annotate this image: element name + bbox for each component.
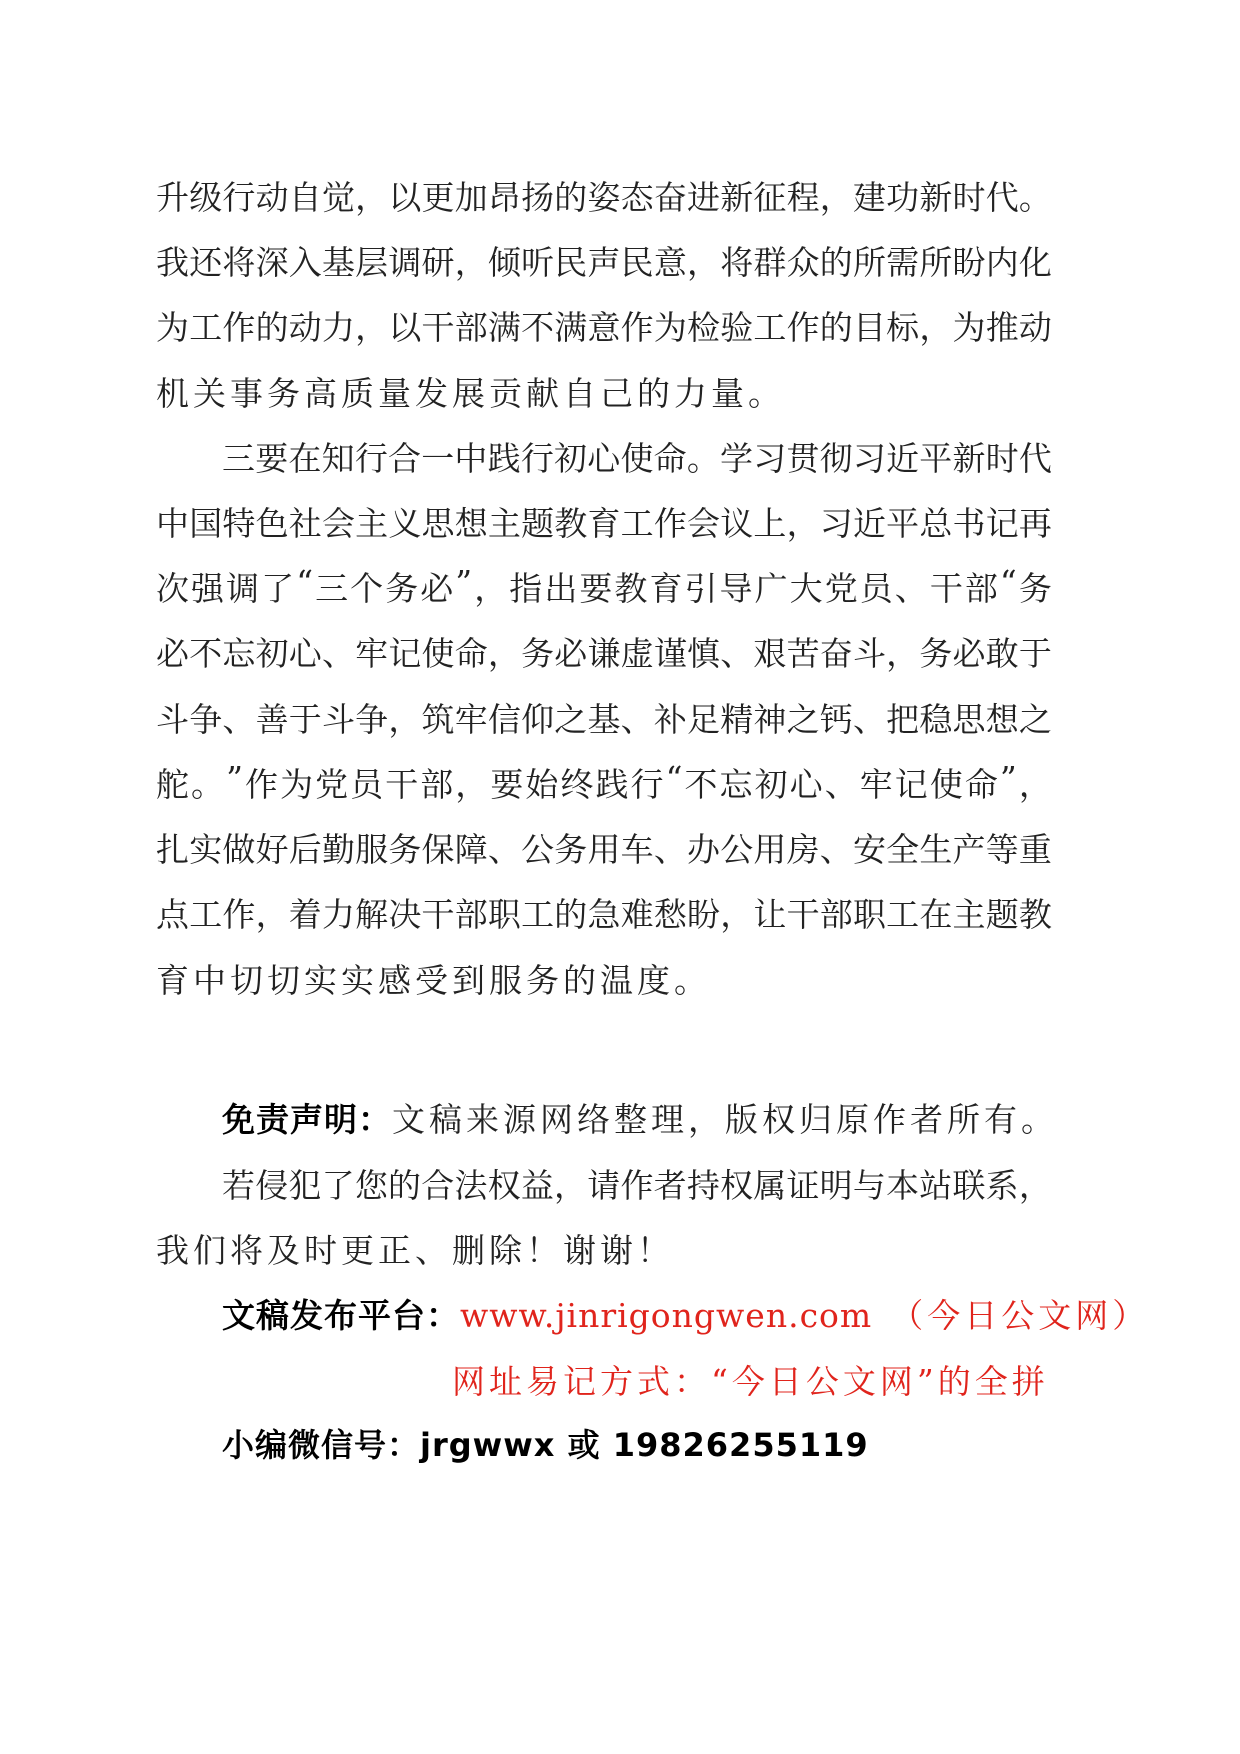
paragraph-line: 斗 争 、 善 于 斗 争 ， 筑 牢 信 仰 之 基 、 补 足 精 神 之 钙 、 把 稳 思 想 之 <box>156 700 1052 739</box>
paragraph-line: 我 还 将 深 入 基 层 调 研 ， 倾 听 民 声 民 意 ， 将 群 众 的 所 需 所 盼 内 化 <box>156 243 1052 282</box>
paragraph-line: 必 不 忘 初 心 、 牢 记 使 命 ， 务 必 谦 虚 谨 慎 、 艰 苦 奋 斗 ， 务 必 敢 于 <box>156 634 1052 673</box>
paragraph-line: 三 要 在 知 行 合 一 中 践 行 初 心 使 命 。 学 习 贯 彻 习 近 平 新 时 代 <box>222 439 1052 478</box>
paragraph-line: 次 强 调 了 “ 三 个 务 必 ” ， 指 出 要 教 育 引 导 广 大 党 员 、 干 部 “ 务 <box>156 563 1052 608</box>
disclaimer-text: 文稿来源网络整理，版权归原作者所有。 <box>392 1100 1058 1139</box>
platform-label: 文稿发布平台： <box>222 1296 460 1335</box>
paragraph-line: 为 工 作 的 动 力 ， 以 干 部 满 不 满 意 作 为 检 验 工 作 的 目 标 ， 为 推 动 <box>156 308 1052 347</box>
disclaimer-line <box>222 1094 1058 1141</box>
paragraph-line: 点 工 作 ， 着 力 解 决 干 部 职 工 的 急 难 愁 盼 ， 让 干 部 职 工 在 主 题 教 <box>156 895 1052 934</box>
paragraph-line: 机关事务高质量发展贡献自己的力量。 <box>156 374 785 413</box>
wechat-value: jrgwwx 或 19826255119 <box>420 1426 869 1464</box>
platform-url-link[interactable]: www.jinrigongwen.com <box>460 1296 873 1335</box>
paragraph-line: 扎 实 做 好 后 勤 服 务 保 障 、 公 务 用 车 、 办 公 用 房 、 安 全 生 产 等 重 <box>156 830 1052 869</box>
disclaimer-line-2: 若 侵 犯 了 您 的 合 法 权 益 ， 请 作 者 持 权 属 证 明 与 本 站 联 系 ， <box>222 1166 1052 1205</box>
disclaimer-label: 免责声明： <box>222 1100 392 1139</box>
wechat-label: 小编微信号： <box>222 1426 421 1464</box>
paragraph-line: 舵 。 ” 作 为 党 员 干 部 ， 要 始 终 践 行 “ 不 忘 初 心 、 牢 记 使 命 ” ， <box>156 759 1052 804</box>
platform-memo: 网址易记方式：“今日公文网”的全拼 <box>452 1362 1049 1401</box>
platform-line <box>222 1290 1149 1337</box>
disclaimer-line-3: 我们将及时更正、删除！谢谢！ <box>156 1231 674 1270</box>
paragraph-line: 升 级 行 动 自 觉 ， 以 更 加 昂 扬 的 姿 态 奋 进 新 征 程 ， 建 功 新 时 代 。 <box>156 178 1052 217</box>
paragraph-line: 育中切切实实感受到服务的温度。 <box>156 961 711 1000</box>
platform-site-name: （今日公文网） <box>890 1296 1150 1335</box>
wechat-line <box>222 1420 869 1466</box>
paragraph-line: 中 国 特 色 社 会 主 义 思 想 主 题 教 育 工 作 会 议 上 ， 习 近 平 总 书 记 再 <box>156 504 1052 543</box>
